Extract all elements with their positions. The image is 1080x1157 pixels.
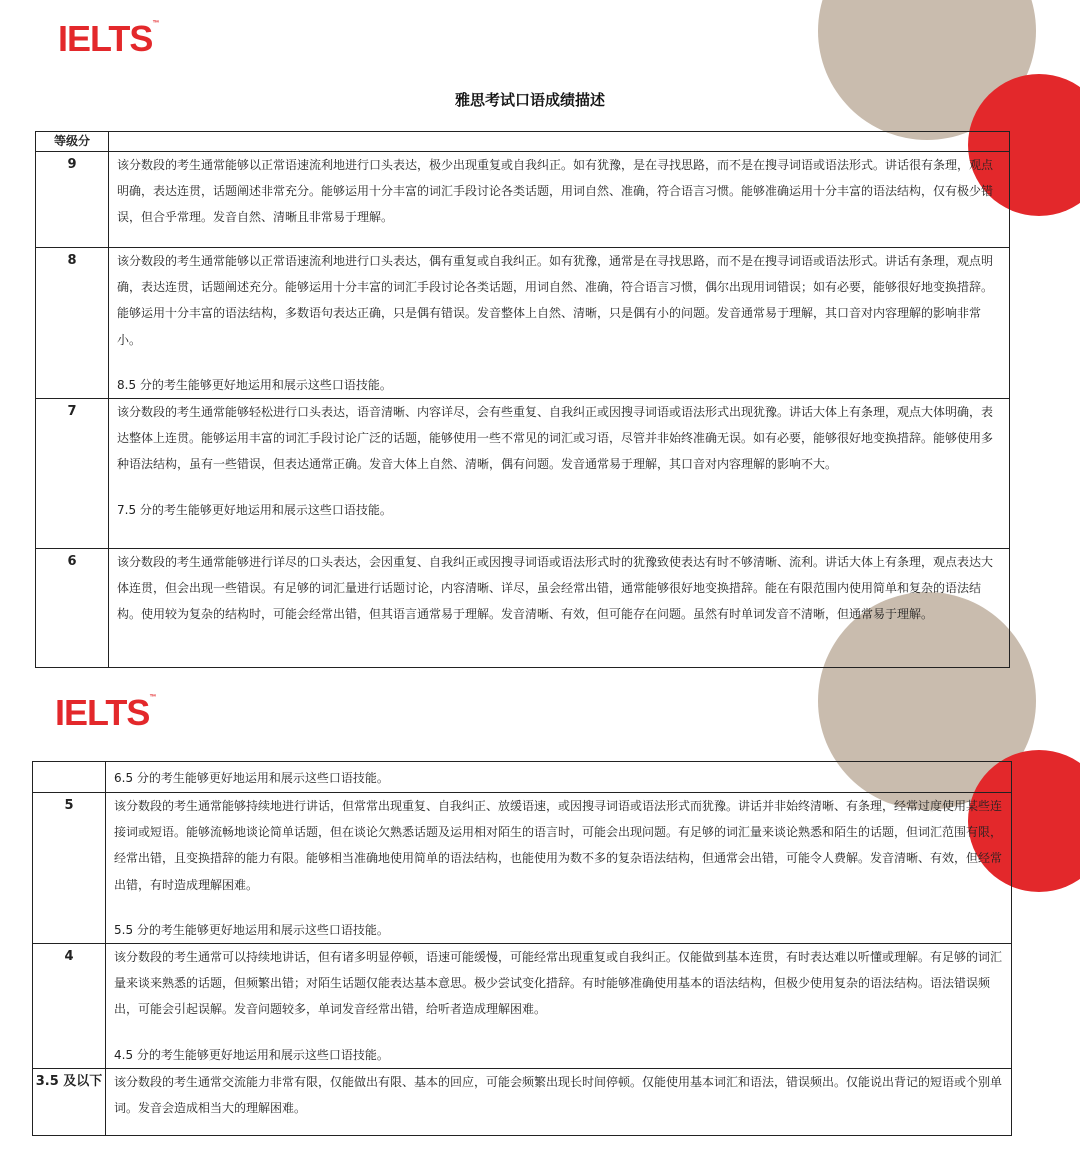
band-description [106,944,1012,1069]
table-row [36,152,1010,248]
table-row [33,793,1012,944]
half-band-note: 5.5 分的考生能够更好地运用和展示这些口语技能。 [114,922,389,937]
band-description [109,152,1010,248]
description-text: 该分数段的考生通常可以持续地讲话，但有诸多明显停顿，语速可能缓慢，可能经常出现重复或自我纠正。仅能做到基本连贯，有时表达难以听懂或理解。有足够的词汇量来谈来熟悉的话题，但频繁出错；对陌生话题仅能表达基本意思。极少尝试变化措辞。有时能够准确使用基本的语法结构，但极少使用复杂的语法结构。语法错误频出，可能会引起误解。发音问题较多，单词发音经常出错，给听者造成理解困难。 [114,950,1003,1017]
band-score: 5 [33,793,106,944]
description-text: 该分数段的考生通常能够以正常语速流利地进行口头表达，偶有重复或自我纠正。如有犹豫，通常是在寻找思路，而不是在搜寻词语或语法形式。讲话有条理，观点明确，表达连贯，话题阐述充分。能够运用十分丰富的词汇手段讨论各类话题，用词自然、准确，符合语言习惯，偶尔出现用词错误；如有必要，能够很好地变换措辞。能够运用十分丰富的语法结构，多数语句表达正确，只是偶有错误。发音整体上自然、清晰，只是偶有小的问题。发音通常易于理解，其口音对内容理解的影响非常小。 [117,254,994,347]
band-description [106,762,1012,793]
table-row [36,399,1010,549]
table-row [33,944,1012,1069]
table-row [36,549,1010,668]
half-band-note: 8.5 分的考生能够更好地运用和展示这些口语技能。 [117,377,392,392]
description-text: 该分数段的考生通常能够进行详尽的口头表达，会因重复、自我纠正或因搜寻词语或语法形式时的犹豫致使表达有时不够清晰、流利。讲话大体上有条理，观点表达大体连贯，但会出现一些错误。有足够的词汇量进行话题讨论，内容清晰、详尽，虽会经常出错，通常能够很好地变换措辞。能在有限范围内使用简单和复杂的语法结构。使用较为复杂的结构时，可能会经常出错，但其语言通常易于理解。发音清晰、有效，但可能存在问题。虽然有时单词发音不清晰，但通常易于理解。 [117,555,994,622]
band-description [106,1069,1012,1136]
band-score: 6 [36,549,109,668]
band-score: 3.5 及以下 [33,1069,106,1136]
description-column-header [109,132,1010,152]
band-descriptor-table-continued [32,761,1012,1136]
table-row [33,762,1012,793]
band-description [106,793,1012,944]
description-text: 该分数段的考生通常能够轻松进行口头表达，语音清晰、内容详尽，会有些重复、自我纠正或因搜寻词语或语法形式出现犹豫。讲话大体上有条理，观点大体明确，表达整体上连贯。能够运用丰富的词汇手段讨论广泛的话题，能够使用一些不常见的词汇或习语，尽管并非始终准确无误。如有必要，能够很好地变换措辞。能够使用多种语法结构，虽有一些错误，但表达通常正确。发音大体上自然、清晰，偶有问题。发音通常易于理解，其口音对内容理解的影响不大。 [117,405,994,472]
band-score: 9 [36,152,109,248]
band-description [109,399,1010,549]
band-column-header: 等级分 [36,132,109,152]
band-score: 4 [33,944,106,1069]
band-score [33,762,106,793]
half-band-note: 7.5 分的考生能够更好地运用和展示这些口语技能。 [117,502,392,517]
description-text: 该分数段的考生通常能够以正常语速流利地进行口头表达，极少出现重复或自我纠正。如有犹豫，是在寻找思路，而不是在搜寻词语或语法形式。讲话很有条理，观点明确，表达连贯，话题阐述非常充分。能够运用十分丰富的词汇手段讨论各类话题，用词自然、准确，符合语言习惯。能够准确运用十分丰富的语法结构，仅有极少错误，但合乎常理。发音自然、清晰且非常易于理解。 [117,158,994,225]
band-score: 7 [36,399,109,549]
table-row [36,248,1010,399]
ielts-logo: IELTS™ [55,692,157,733]
half-band-note: 4.5 分的考生能够更好地运用和展示这些口语技能。 [114,1047,389,1062]
band-description [109,549,1010,668]
half-band-note: 6.5 分的考生能够更好地运用和展示这些口语技能。 [114,771,389,785]
ielts-logo: IELTS™ [58,18,160,59]
description-text: 该分数段的考生通常能够持续地进行讲话，但常常出现重复、自我纠正、放缓语速，或因搜寻词语或语法形式而犹豫。讲话并非始终清晰、有条理，经常过度使用某些连接词或短语。能够流畅地谈论简单话题，但在谈论欠熟悉话题及运用相对陌生的语言时，可能会出现问题。有足够的词汇量来谈论熟悉和陌生的话题，但词汇范围有限，经常出错，且变换措辞的能力有限。能够相当准确地使用简单的语法结构，也能使用为数不多的复杂语法结构，但通常会出错，可能令人费解。发音清晰、有效，但经常出错，有时造成理解困难。 [114,799,1003,892]
band-descriptor-table [35,131,1010,668]
table-header-row [36,132,1010,152]
band-score: 8 [36,248,109,399]
band-description [109,248,1010,399]
description-text: 该分数段的考生通常交流能力非常有限，仅能做出有限、基本的回应，可能会频繁出现长时间停顿。仅能使用基本词汇和语法，错误频出。仅能说出背记的短语或个别单词。发音会造成相当大的理解困难。 [114,1075,1003,1116]
page-title: 雅思考试口语成绩描述 [454,91,605,109]
table-row [33,1069,1012,1136]
